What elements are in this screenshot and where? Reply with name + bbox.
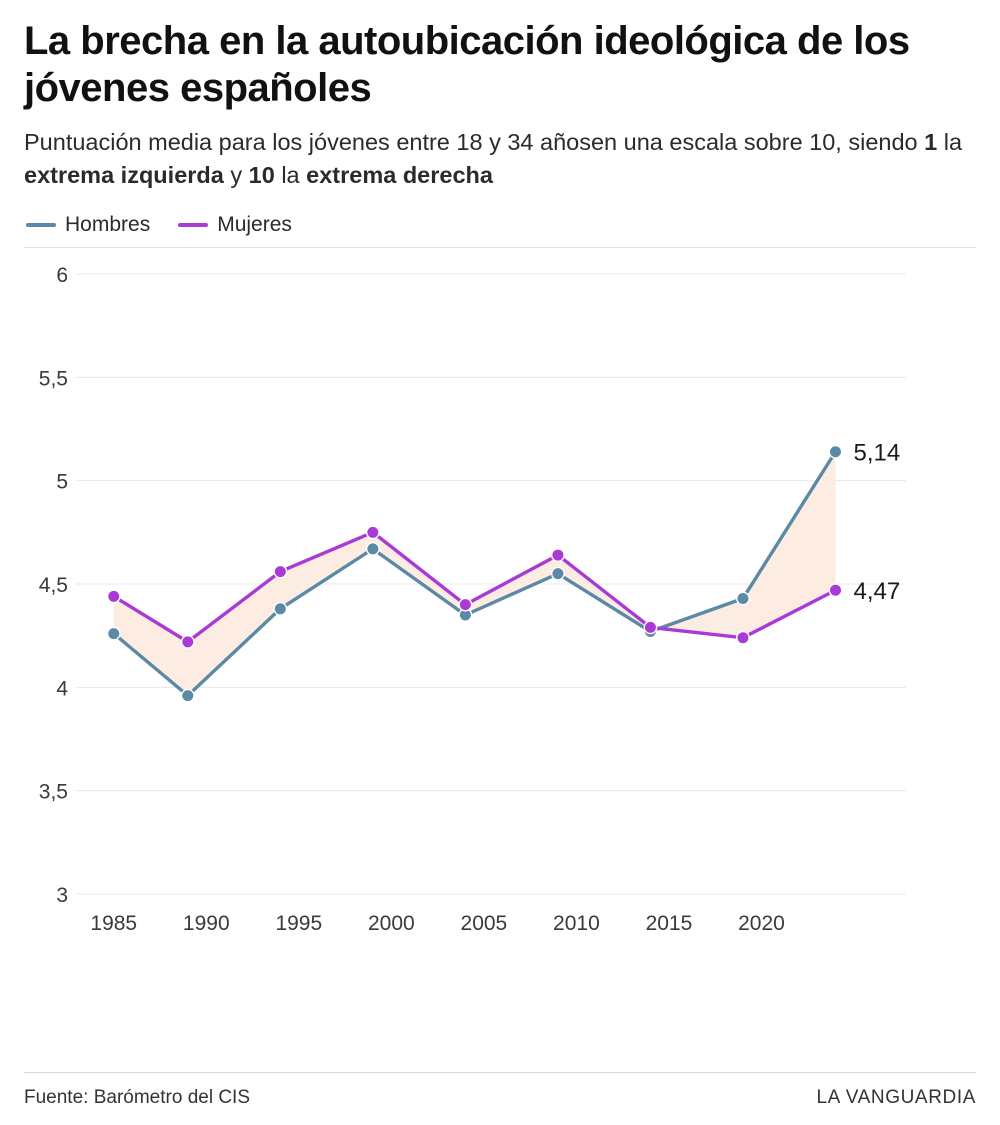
legend-item-mujeres[interactable]: [178, 213, 292, 237]
page-subtitle: [24, 126, 976, 191]
source-note: Fuente: Barómetro del CIS: [24, 1087, 250, 1108]
svg-text:2000: 2000: [367, 912, 415, 936]
subtitle-strong-3: 10: [248, 161, 275, 188]
chart-canvas: [24, 252, 976, 952]
svg-text:5,14: 5,14: [853, 439, 901, 467]
svg-text:4,5: 4,5: [38, 574, 68, 598]
svg-text:3: 3: [56, 884, 68, 908]
chart-x-axis-labels: [90, 912, 784, 935]
chart-y-axis-labels: [39, 264, 69, 907]
svg-text:1990: 1990: [182, 912, 230, 936]
svg-text:3,5: 3,5: [38, 780, 68, 804]
chart-footer: [24, 1072, 976, 1109]
subtitle-strong-1: 1: [924, 129, 938, 156]
legend-label-mujeres: Mujeres: [217, 213, 292, 237]
subtitle-text-1: Puntuación media para los jóvenes entre 18 y 34 añosen una escala sobre 10, siendo: [24, 129, 925, 156]
chart-end-value-labels: [853, 440, 900, 605]
svg-text:6: 6: [56, 264, 68, 288]
subtitle-text-2: la: [937, 129, 963, 156]
legend-swatch-hombres: [26, 223, 56, 227]
subtitle-text-3: y: [223, 161, 249, 188]
svg-text:2010: 2010: [553, 912, 600, 936]
svg-text:2015: 2015: [645, 912, 693, 936]
svg-text:1995: 1995: [275, 912, 323, 936]
legend-swatch-mujeres: [178, 223, 208, 227]
legend-item-hombres[interactable]: [26, 213, 150, 237]
chart-legend: [24, 213, 976, 248]
chart-gap-area: [114, 452, 836, 696]
page-title: La brecha en la autoubicación ideológica de los jóvenes españoles: [24, 19, 910, 111]
legend-label-hombres: Hombres: [65, 213, 151, 237]
svg-text:2020: 2020: [738, 912, 785, 936]
brand-label: LA VANGUARDIA: [816, 1087, 976, 1108]
svg-text:1985: 1985: [90, 912, 138, 936]
svg-text:4,47: 4,47: [853, 578, 901, 606]
subtitle-text-4: la: [274, 161, 307, 188]
svg-text:5,5: 5,5: [38, 367, 68, 391]
svg-text:4: 4: [56, 677, 68, 701]
svg-text:5: 5: [56, 470, 68, 494]
svg-text:2005: 2005: [460, 912, 508, 936]
line-chart: [24, 252, 976, 952]
subtitle-strong-4: extrema derecha: [306, 161, 493, 188]
subtitle-strong-2: extrema izquierda: [24, 161, 224, 188]
